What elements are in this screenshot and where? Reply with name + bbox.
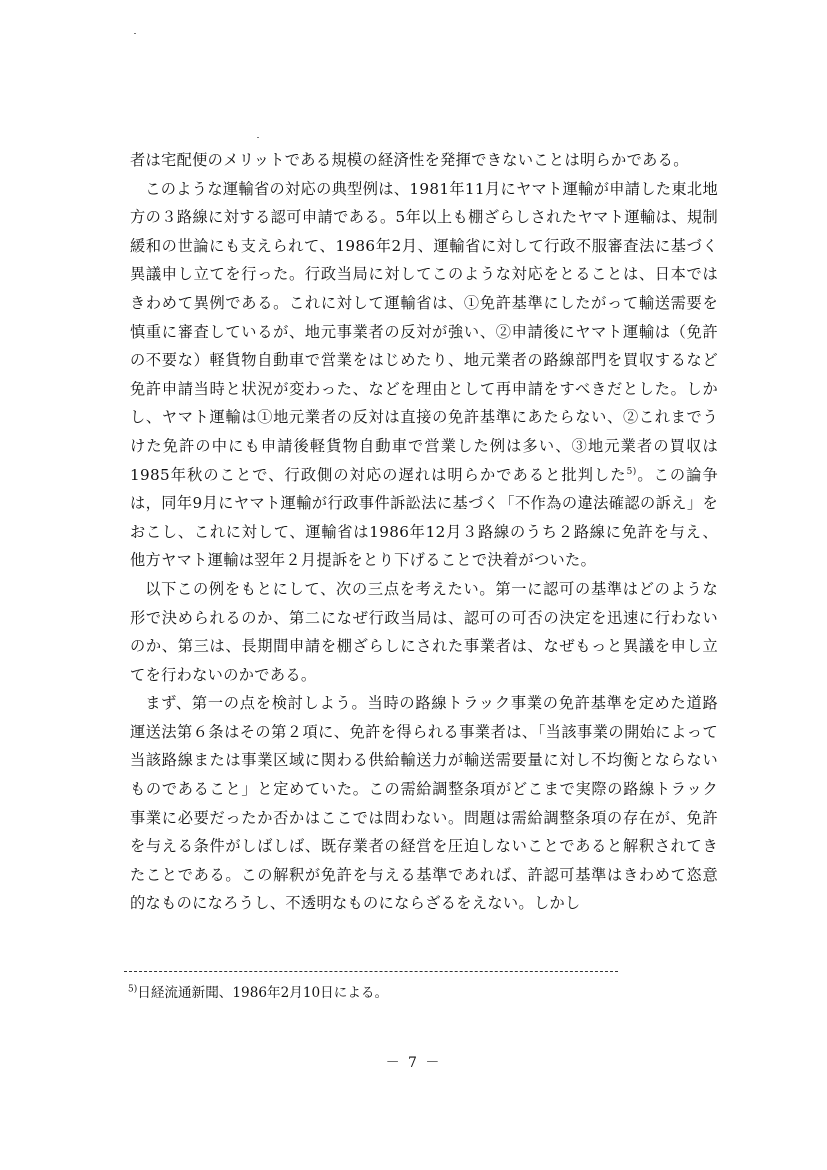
paragraph-4: まず、第一の点を検討しよう。当時の路線トラック事業の免許基準を定めた道路運送法第６条はその第２項に、免許を得られる事業者は、「当該事業の開始によって当該路線または事業区域に関わる供給輸送力が輸送需要量に対し不均衡とならないものであること」と定めていた。この需給調整条項がどこまで実際の路線トラック事業に必要だったか否かはここでは問わない。問題は需給調整条項の存在が、免許を与える条件がしばしば、既存業者の経営を圧迫しないことであると解釈されてきたことである。この解釈が免許を与える基準であれば、許認可基準はきわめて恣意的なものになろうし、不透明なものにならざるをえない。しかし — [130, 694, 718, 913]
footnote-marker: 5) — [128, 984, 138, 995]
footnote-reference[interactable]: 5) — [626, 466, 637, 477]
scan-speck — [134, 33, 136, 34]
paragraph-2-text: このような運輸省の対応の典型例は、1981年11月にヤマト運輸が申請した東北地方の３路線に対する認可申請である。5年以上も棚ざらしされたヤマト運輸は、規制緩和の世論にも支えられて、1986年2月、運輸省に対して行政不服審査法に基づく異議申し立てを行った。行政当局に対してこのような対応をとることは、日本ではきわめて異例である。これに対して運輸省は、①免許基準にしたがって輸送需要を慎重に審査しているが、地元事業者の反対が強い、②申請後にヤマト運輸は（免許の不要な）軽貨物自動車で営業をはじめたり、地元業者の路線部門を買収するなど免許申請当時と状況が変わった、などを理由として再申請をすべきだとした。しかし、ヤマト運輸は①地元業者の反対は直接の免許基準にあたらない、②これまでうけた免許の中にも申請後軽貨物自動車で営業した例は多い、③地元業者の買収は1985年秋のことで、行政側の対応の遅れは明らかであると批判した — [130, 179, 719, 484]
footnote — [128, 983, 688, 1003]
footnote-text: 日経流通新聞、1986年2月10日による。 — [137, 985, 389, 1001]
scan-speck — [257, 137, 259, 138]
paragraph-2-tail: 。この論争は，同年9月にヤマト運輸が行政事件訴訟法に基づく「不作為の違法確認の訴え」をおこし、これに対して、運輸省は1986年12月３路線のうち２路線に免許を与え、他方ヤマト運輸は翌年２月提訴をとり下げることで決着がついた。 — [130, 465, 719, 570]
body-text — [130, 146, 718, 918]
page-number: － 7 － — [385, 1055, 442, 1071]
footnote-divider — [124, 971, 618, 972]
paragraph-2 — [130, 175, 718, 575]
paragraph-3: 以下この例をもとにして、次の三点を考えたい。第一に認可の基準はどのような形で決められるのか、第二になぜ行政当局は、認可の可否の決定を迅速に行わないのか、第三は、長期間申請を棚ざらしにされた事業者は、なぜもっと異議を申し立てを行わないのかである。 — [130, 579, 718, 684]
paragraph-1: 者は宅配便のメリットである規模の経済性を発揮できないことは明らかである。 — [130, 151, 689, 169]
